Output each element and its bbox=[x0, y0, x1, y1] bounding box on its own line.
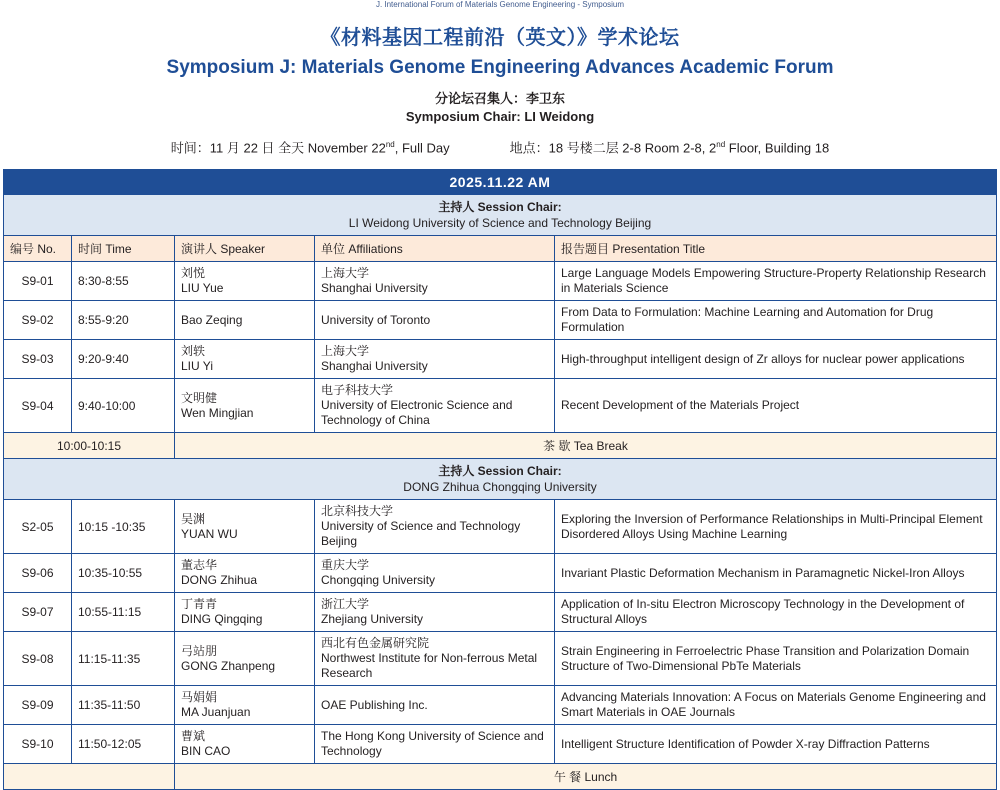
row-time: 9:40-10:00 bbox=[72, 379, 175, 433]
row-title: Exploring the Inversion of Performance Relationships in Multi-Principal Element Disordered Alloys Using Machine Learning bbox=[555, 500, 997, 554]
row-affiliation-en: Northwest Institute for Non-ferrous Metal Research bbox=[321, 651, 538, 681]
column-header-time: 时间 Time bbox=[72, 236, 175, 262]
row-no: S9-04 bbox=[4, 379, 72, 433]
row-time: 10:55-11:15 bbox=[72, 593, 175, 632]
row-speaker-cn: 刘轶 bbox=[181, 344, 206, 359]
row-speaker-en: DING Qingqing bbox=[181, 612, 263, 627]
row-speaker-en: Bao Zeqing bbox=[181, 312, 243, 327]
column-header-no: 编号 No. bbox=[4, 236, 72, 262]
lunch-label: 午 餐 Lunch bbox=[175, 764, 997, 790]
row-no: S9-02 bbox=[4, 301, 72, 340]
row-affiliation-cn: 浙江大学 bbox=[321, 597, 370, 612]
row-speaker-cn: 曹斌 bbox=[181, 729, 206, 744]
row-affiliation-en: University of Electronic Science and Technology of China bbox=[321, 398, 513, 428]
row-time: 8:30-8:55 bbox=[72, 262, 175, 301]
row-affiliation bbox=[315, 593, 555, 632]
lunch-time bbox=[4, 764, 175, 790]
row-affiliation bbox=[315, 262, 555, 301]
table-row bbox=[4, 379, 997, 433]
session-banner bbox=[4, 170, 997, 195]
row-speaker bbox=[175, 301, 315, 340]
row-speaker bbox=[175, 262, 315, 301]
event-time-sup: nd bbox=[385, 140, 395, 149]
lunch-row bbox=[4, 764, 997, 790]
row-affiliation bbox=[315, 379, 555, 433]
tea-break-row bbox=[4, 433, 997, 459]
top-strip-text: J. International Forum of Materials Genome Engineering - Symposium bbox=[375, 0, 625, 9]
row-affiliation-en: Shanghai University bbox=[321, 281, 428, 296]
row-affiliation-en: Shanghai University bbox=[321, 359, 428, 374]
symposium-chair-cn: 分论坛召集人：李卫东 bbox=[434, 91, 565, 106]
row-title: Large Language Models Empowering Structure-Property Relationship Research in Materials Science bbox=[555, 262, 997, 301]
page-title-cn: 《材料基因工程前沿（英文）》学术论坛 bbox=[320, 27, 680, 49]
row-affiliation bbox=[315, 554, 555, 593]
table-row bbox=[4, 554, 997, 593]
row-affiliation-en: University of Toronto bbox=[321, 312, 431, 327]
row-affiliation-en: Chongqing University bbox=[321, 573, 436, 588]
session-chair-name-1: LI Weidong University of Science and Technology Beijing bbox=[348, 216, 652, 231]
row-affiliation bbox=[315, 500, 555, 554]
row-no: S2-05 bbox=[4, 500, 72, 554]
tea-break-label: 茶 歇 Tea Break bbox=[175, 433, 997, 459]
row-title: Advancing Materials Innovation: A Focus on Materials Genome Engineering and Smart Materials in OAE Journals bbox=[555, 686, 997, 725]
row-no: S9-10 bbox=[4, 725, 72, 764]
row-no: S9-06 bbox=[4, 554, 72, 593]
column-header-title: 报告题目 Presentation Title bbox=[555, 236, 997, 262]
row-speaker-cn: 马娟娟 bbox=[181, 690, 218, 705]
document-header bbox=[0, 10, 1000, 157]
row-time: 11:35-11:50 bbox=[72, 686, 175, 725]
row-speaker-en: Wen Mingjian bbox=[181, 405, 254, 420]
table-row bbox=[4, 262, 997, 301]
table-row bbox=[4, 500, 997, 554]
row-affiliation-cn: 上海大学 bbox=[321, 266, 370, 281]
row-time: 11:15-11:35 bbox=[72, 632, 175, 686]
event-place bbox=[510, 136, 830, 157]
row-speaker bbox=[175, 632, 315, 686]
row-speaker bbox=[175, 686, 315, 725]
row-speaker-cn: 刘悦 bbox=[181, 266, 206, 281]
row-no: S9-09 bbox=[4, 686, 72, 725]
event-place-label: 地点：18 号楼二层 2-8 Room 2-8, 2 bbox=[509, 140, 717, 156]
meta-row bbox=[0, 136, 1000, 157]
row-speaker-en: LIU Yi bbox=[181, 359, 214, 374]
row-speaker-en: MA Juanjuan bbox=[181, 705, 251, 720]
table-row bbox=[4, 725, 997, 764]
row-speaker bbox=[175, 725, 315, 764]
row-affiliation-en: The Hong Kong University of Science and Technology bbox=[321, 729, 544, 759]
session-chair-name-2: DONG Zhihua Chongqing University bbox=[403, 480, 597, 495]
row-affiliation-cn: 电子科技大学 bbox=[321, 383, 394, 398]
session-chair-row-1 bbox=[4, 195, 997, 236]
row-speaker-cn: 董志华 bbox=[181, 558, 218, 573]
row-time: 10:35-10:55 bbox=[72, 554, 175, 593]
row-title: Application of In-situ Electron Microscopy Technology in the Development of Structural Alloys bbox=[555, 593, 997, 632]
row-no: S9-03 bbox=[4, 340, 72, 379]
session-chair-row-2 bbox=[4, 459, 997, 500]
table-row bbox=[4, 301, 997, 340]
row-affiliation-en: University of Science and Technology Beijing bbox=[321, 519, 521, 549]
row-speaker-en: DONG Zhihua bbox=[181, 573, 258, 588]
row-title: Invariant Plastic Deformation Mechanism in Paramagnetic Nickel-Iron Alloys bbox=[555, 554, 997, 593]
row-affiliation-cn: 北京科技大学 bbox=[321, 504, 394, 519]
row-speaker-cn: 弓站朋 bbox=[181, 643, 218, 658]
row-title: Recent Development of the Materials Project bbox=[555, 379, 997, 433]
row-speaker bbox=[175, 379, 315, 433]
row-affiliation-cn: 重庆大学 bbox=[321, 558, 370, 573]
row-affiliation bbox=[315, 301, 555, 340]
row-no: S9-01 bbox=[4, 262, 72, 301]
row-no: S9-08 bbox=[4, 632, 72, 686]
row-time: 10:15 -10:35 bbox=[72, 500, 175, 554]
row-affiliation-cn: 上海大学 bbox=[321, 344, 370, 359]
row-time: 9:20-9:40 bbox=[72, 340, 175, 379]
row-affiliation bbox=[315, 340, 555, 379]
tea-break-time: 10:00-10:15 bbox=[4, 433, 175, 459]
symposium-chair-en: Symposium Chair: LI Weidong bbox=[405, 109, 595, 124]
row-affiliation bbox=[315, 725, 555, 764]
event-place-sup: nd bbox=[716, 140, 726, 149]
row-speaker bbox=[175, 500, 315, 554]
row-time: 11:50-12:05 bbox=[72, 725, 175, 764]
row-speaker bbox=[175, 593, 315, 632]
table-row bbox=[4, 686, 997, 725]
row-title: From Data to Formulation: Machine Learning and Automation for Drug Formulation bbox=[555, 301, 997, 340]
event-time-label: 时间：11 月 22 日 全天 November 22 bbox=[170, 140, 386, 156]
agenda-table bbox=[3, 169, 997, 790]
event-time bbox=[171, 136, 450, 157]
column-header-affiliation: 单位 Affiliations bbox=[315, 236, 555, 262]
table-row bbox=[4, 340, 997, 379]
table-header-row bbox=[4, 236, 997, 262]
row-speaker-en: LIU Yue bbox=[181, 281, 224, 296]
row-affiliation-en: Zhejiang University bbox=[321, 612, 424, 627]
row-speaker-cn: 丁青青 bbox=[181, 597, 218, 612]
session-chair-label-1: 主持人 Session Chair: bbox=[438, 200, 562, 215]
row-affiliation-cn: 西北有色金属研究院 bbox=[321, 636, 430, 651]
row-affiliation bbox=[315, 632, 555, 686]
row-speaker-en: GONG Zhanpeng bbox=[181, 658, 276, 673]
event-place-tail: Floor, Building 18 bbox=[725, 140, 830, 156]
row-title: Strain Engineering in Ferroelectric Phase Transition and Polarization Domain Structure of Two-Dimensional PbTe Materials bbox=[555, 632, 997, 686]
row-speaker-cn: 文明健 bbox=[181, 390, 218, 405]
row-speaker-cn: 吴渊 bbox=[181, 511, 206, 526]
page-title-en: Symposium J: Materials Genome Engineering Advances Academic Forum bbox=[166, 57, 834, 78]
table-row bbox=[4, 632, 997, 686]
row-title: Intelligent Structure Identification of Powder X-ray Diffraction Patterns bbox=[555, 725, 997, 764]
session-banner-label: 2025.11.22 AM bbox=[4, 170, 997, 195]
row-speaker-en: YUAN WU bbox=[181, 526, 238, 541]
row-no: S9-07 bbox=[4, 593, 72, 632]
event-time-tail: , Full Day bbox=[394, 140, 450, 156]
row-affiliation-en: OAE Publishing Inc. bbox=[321, 697, 428, 712]
row-speaker bbox=[175, 554, 315, 593]
session-chair-label-2: 主持人 Session Chair: bbox=[438, 464, 562, 479]
row-time: 8:55-9:20 bbox=[72, 301, 175, 340]
table-row bbox=[4, 593, 997, 632]
row-speaker-en: BIN CAO bbox=[181, 744, 231, 759]
row-affiliation bbox=[315, 686, 555, 725]
column-header-speaker: 演讲人 Speaker bbox=[175, 236, 315, 262]
row-speaker bbox=[175, 340, 315, 379]
row-title: High-throughput intelligent design of Zr alloys for nuclear power applications bbox=[555, 340, 997, 379]
